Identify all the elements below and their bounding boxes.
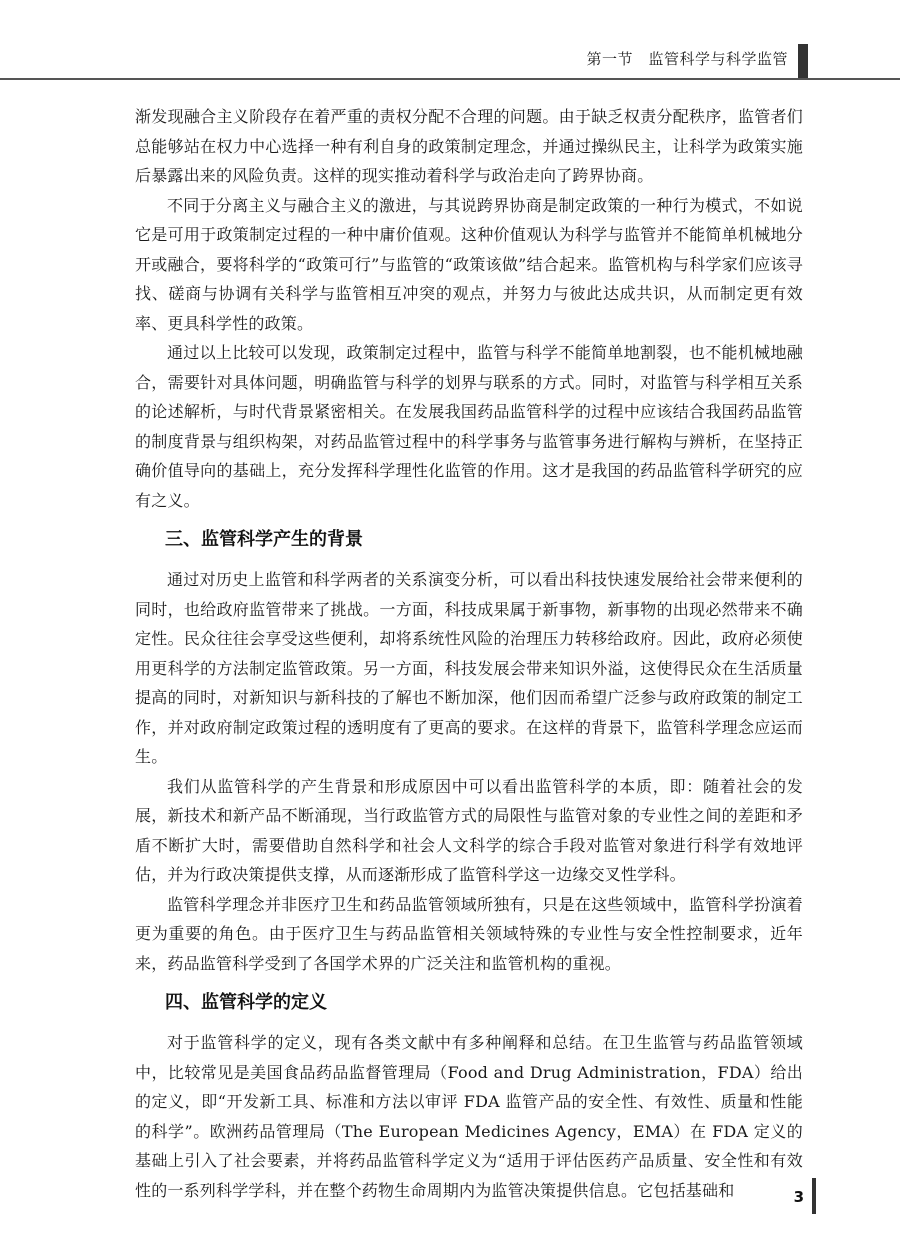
paragraph-continued: 渐发现融合主义阶段存在着严重的责权分配不合理的问题。由于缺乏权责分配秩序，监管者们总能够站在权力中心选择一种有利自身的政策制定理念，并通过操纵民主，让科学为政策实施后暴露出来的风险负责。这样的现实推动着科学与政治走向了跨界协商。 <box>135 107 803 185</box>
footer-marker-bar <box>812 1178 816 1214</box>
paragraph: 不同于分离主义与融合主义的激进，与其说跨界协商是制定政策的一种行为模式，不如说它是可用于政策制定过程的一种中庸价值观。这种价值观认为科学与监管并不能简单机械地分开或融合，要将科学的“政策可行”与监管的“政策该做”结合起来。监管机构与科学家们应该寻找、磋商与协调有关科学与监管相互冲突的观点，并努力与彼此达成共识，从而制定更有效率、更具科学性的政策。 <box>135 195 803 333</box>
paragraph: 对于监管科学的定义，现有各类文献中有多种阐释和总结。在卫生监管与药品监管领域中，比较常见是美国食品药品监督管理局（Food and Drug Administration，FDA）给出的定义，即“开发新工具、标准和方法以审评 FDA 监管产品的安全性、有效性、质量和性能的科学”。欧洲药品管理局（The European Medicines Agency，EMA）在 FDA 定义的基础上引入了社会要素，并将药品监管科学定义为“适用于评估医药产品质量、安全性和有效性的一系列科学学科，并在整个药物生命周期内为监管决策提供信息。它包括基础和 <box>135 1033 803 1200</box>
page-number: 3 <box>793 1188 804 1206</box>
header-marker-bar <box>798 44 808 78</box>
section-heading-definition: 四、监管科学的定义 <box>165 992 327 1013</box>
running-header-title: 第一节 监管科学与科学监管 <box>586 50 788 68</box>
section-heading-background: 三、监管科学产生的背景 <box>165 529 363 550</box>
paragraph: 监管科学理念并非医疗卫生和药品监管领域所独有，只是在这些领域中，监管科学扮演着更为重要的角色。由于医疗卫生与药品监管相关领域特殊的专业性与安全性控制要求，近年来，药品监管科学受到了各国学术界的广泛关注和监管机构的重视。 <box>135 894 803 973</box>
paragraph: 我们从监管科学的产生背景和形成原因中可以看出监管科学的本质，即：随着社会的发展，新技术和新产品不断涌现，当行政监管方式的局限性与监管对象的专业性之间的差距和矛盾不断扩大时，需要借助自然科学和社会人文科学的综合手段对监管对象进行科学有效地评估，并为行政决策提供支撑，从而逐渐形成了监管科学这一边缘交叉性学科。 <box>135 776 803 884</box>
page-body <box>135 102 803 1205</box>
paragraph: 通过以上比较可以发现，政策制定过程中，监管与科学不能简单地割裂，也不能机械地融合，需要针对具体问题，明确监管与科学的划界与联系的方式。同时，对监管与科学相互关系的论述解析，与时代背景紧密相关。在发展我国药品监管科学的过程中应该结合我国药品监管的制度背景与组织构架，对药品监管过程中的科学事务与监管事务进行解构与辨析，在坚持正确价值导向的基础上，充分发挥科学理性化监管的作用。这才是我国的药品监管科学研究的应有之义。 <box>135 343 803 510</box>
header-rule <box>0 78 900 80</box>
paragraph: 通过对历史上监管和科学两者的关系演变分析，可以看出科技快速发展给社会带来便利的同时，也给政府监管带来了挑战。一方面，科技成果属于新事物，新事物的出现必然带来不确定性。民众往往会享受这些便利，却将系统性风险的治理压力转移给政府。因此，政府必须使用更科学的方法制定监管政策。另一方面，科技发展会带来知识外溢，这使得民众在生活质量提高的同时，对新知识与新科技的了解也不断加深，他们因而希望广泛参与政府政策的制定工作，并对政府制定政策过程的透明度有了更高的要求。在这样的背景下，监管科学理念应运而生。 <box>135 570 803 766</box>
